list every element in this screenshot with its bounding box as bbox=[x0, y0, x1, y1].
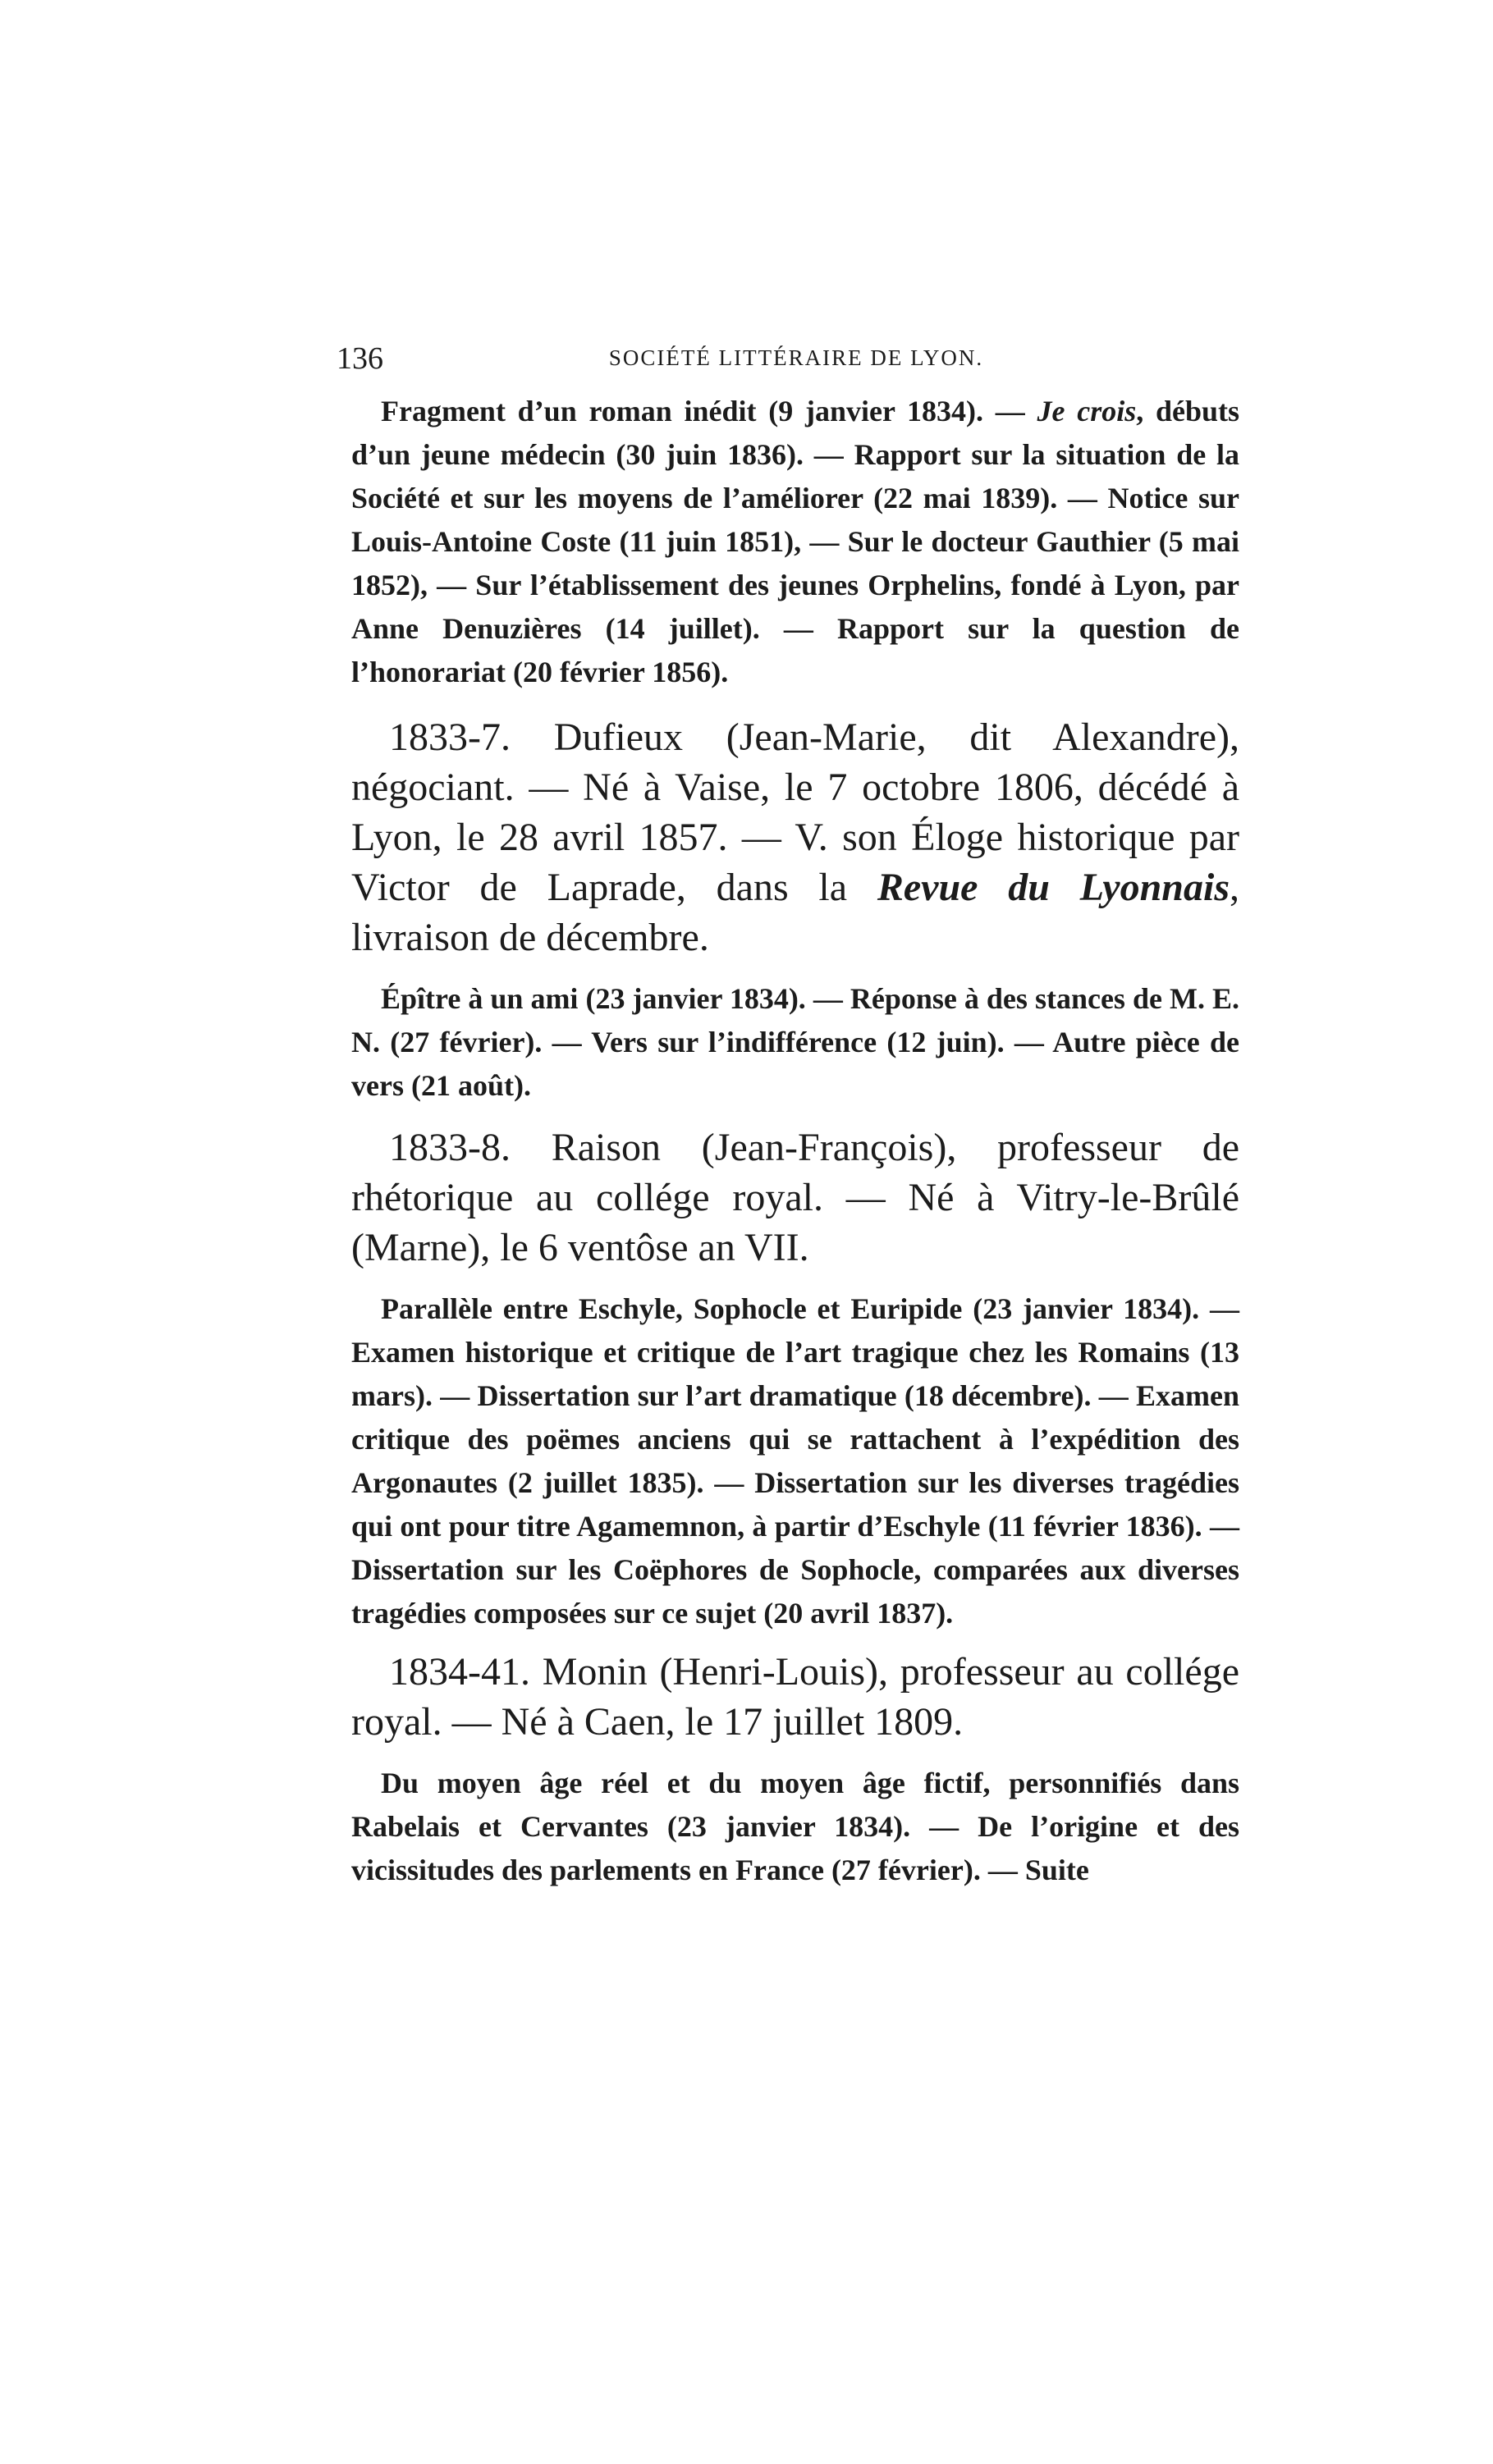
works-paragraph-continued bbox=[351, 390, 1239, 694]
entry-text: Monin (Henri-Louis), professeur au collége royal. — Né à Caen, le 17 juillet 1809. bbox=[351, 1650, 1239, 1744]
entry-number: 1833-8. bbox=[389, 1126, 511, 1169]
works-italic-title: Je crois bbox=[1037, 395, 1137, 427]
entry-text-a: Dufieux (Jean-Marie, dit Alexandre), négociant. — Né à Vaise, le 7 octobre 1806, décédé à Lyon, le 28 avril 1857. — V. son Éloge historique par Victor de Laprade, dans la bbox=[351, 715, 1239, 909]
works-text-b: , débuts d’un jeune médecin (30 juin 1836). — Rapport sur la situation de la Société et sur les moyens de l’améliorer (22 mai 1839). — Notice sur Louis-Antoine Coste (11 juin 1851), — Sur le docteur Gauthier (5 mai 1852), — Sur l’établissement des jeunes Orphelins, fondé à Lyon, par Anne Denuzières (14 juillet). — Rapport sur la question de l’honorariat (20 février 1856). bbox=[351, 395, 1239, 688]
works-1833-7: Épître à un ami (23 janvier 1834). — Réponse à des stances de M. E. N. (27 février). — Vers sur l’indifférence (12 juin). — Autre pièce de vers (21 août). bbox=[351, 982, 1239, 1102]
page-header bbox=[337, 341, 1248, 382]
running-title: SOCIÉTÉ LITTÉRAIRE DE LYON. bbox=[608, 345, 984, 370]
entry-italic-title: Revue du Lyonnais bbox=[877, 866, 1230, 909]
entry-text-b: , livraison de décembre. bbox=[351, 866, 1239, 959]
page-body bbox=[351, 390, 1239, 1892]
entry-text: Raison (Jean-François), professeur de rhétorique au collége royal. — Né à Vitry-le-Brûlé (Marne), le 6 ventôse an VII. bbox=[351, 1126, 1239, 1269]
works-1833-8: Parallèle entre Eschyle, Sophocle et Euripide (23 janvier 1834). — Examen historique et critique de l’art tragique chez les Romains (13 mars). — Dissertation sur l’art dramatique (18 décembre). — Examen critique des poëmes anciens qui se rattachent à l’expédition des Argonautes (2 juillet 1835). — Dissertation sur les diverses tragédies qui ont pour titre Agamemnon, à partir d’Eschyle (11 février 1836). — Dissertation sur les Coëphores de Sophocle, comparées aux diverses tragédies composées sur ce sujet (20 avril 1837). bbox=[351, 1292, 1239, 1630]
entry-number: 1833-7. bbox=[389, 715, 511, 759]
member-entry-1833-7 bbox=[351, 712, 1239, 962]
page-number: 136 bbox=[337, 341, 383, 376]
entry-number: 1834-41. bbox=[389, 1650, 530, 1694]
member-entry-1834-41 bbox=[351, 1647, 1239, 1747]
member-entry-1833-8 bbox=[351, 1122, 1239, 1273]
works-1834-41: Du moyen âge réel et du moyen âge fictif, personnifiés dans Rabelais et Cervantes (23 janvier 1834). — De l’origine et des vicissitudes des parlements en France (27 février). — Suite bbox=[351, 1767, 1239, 1886]
works-text-a: Fragment d’un roman inédit (9 janvier 1834). — bbox=[381, 395, 1037, 427]
